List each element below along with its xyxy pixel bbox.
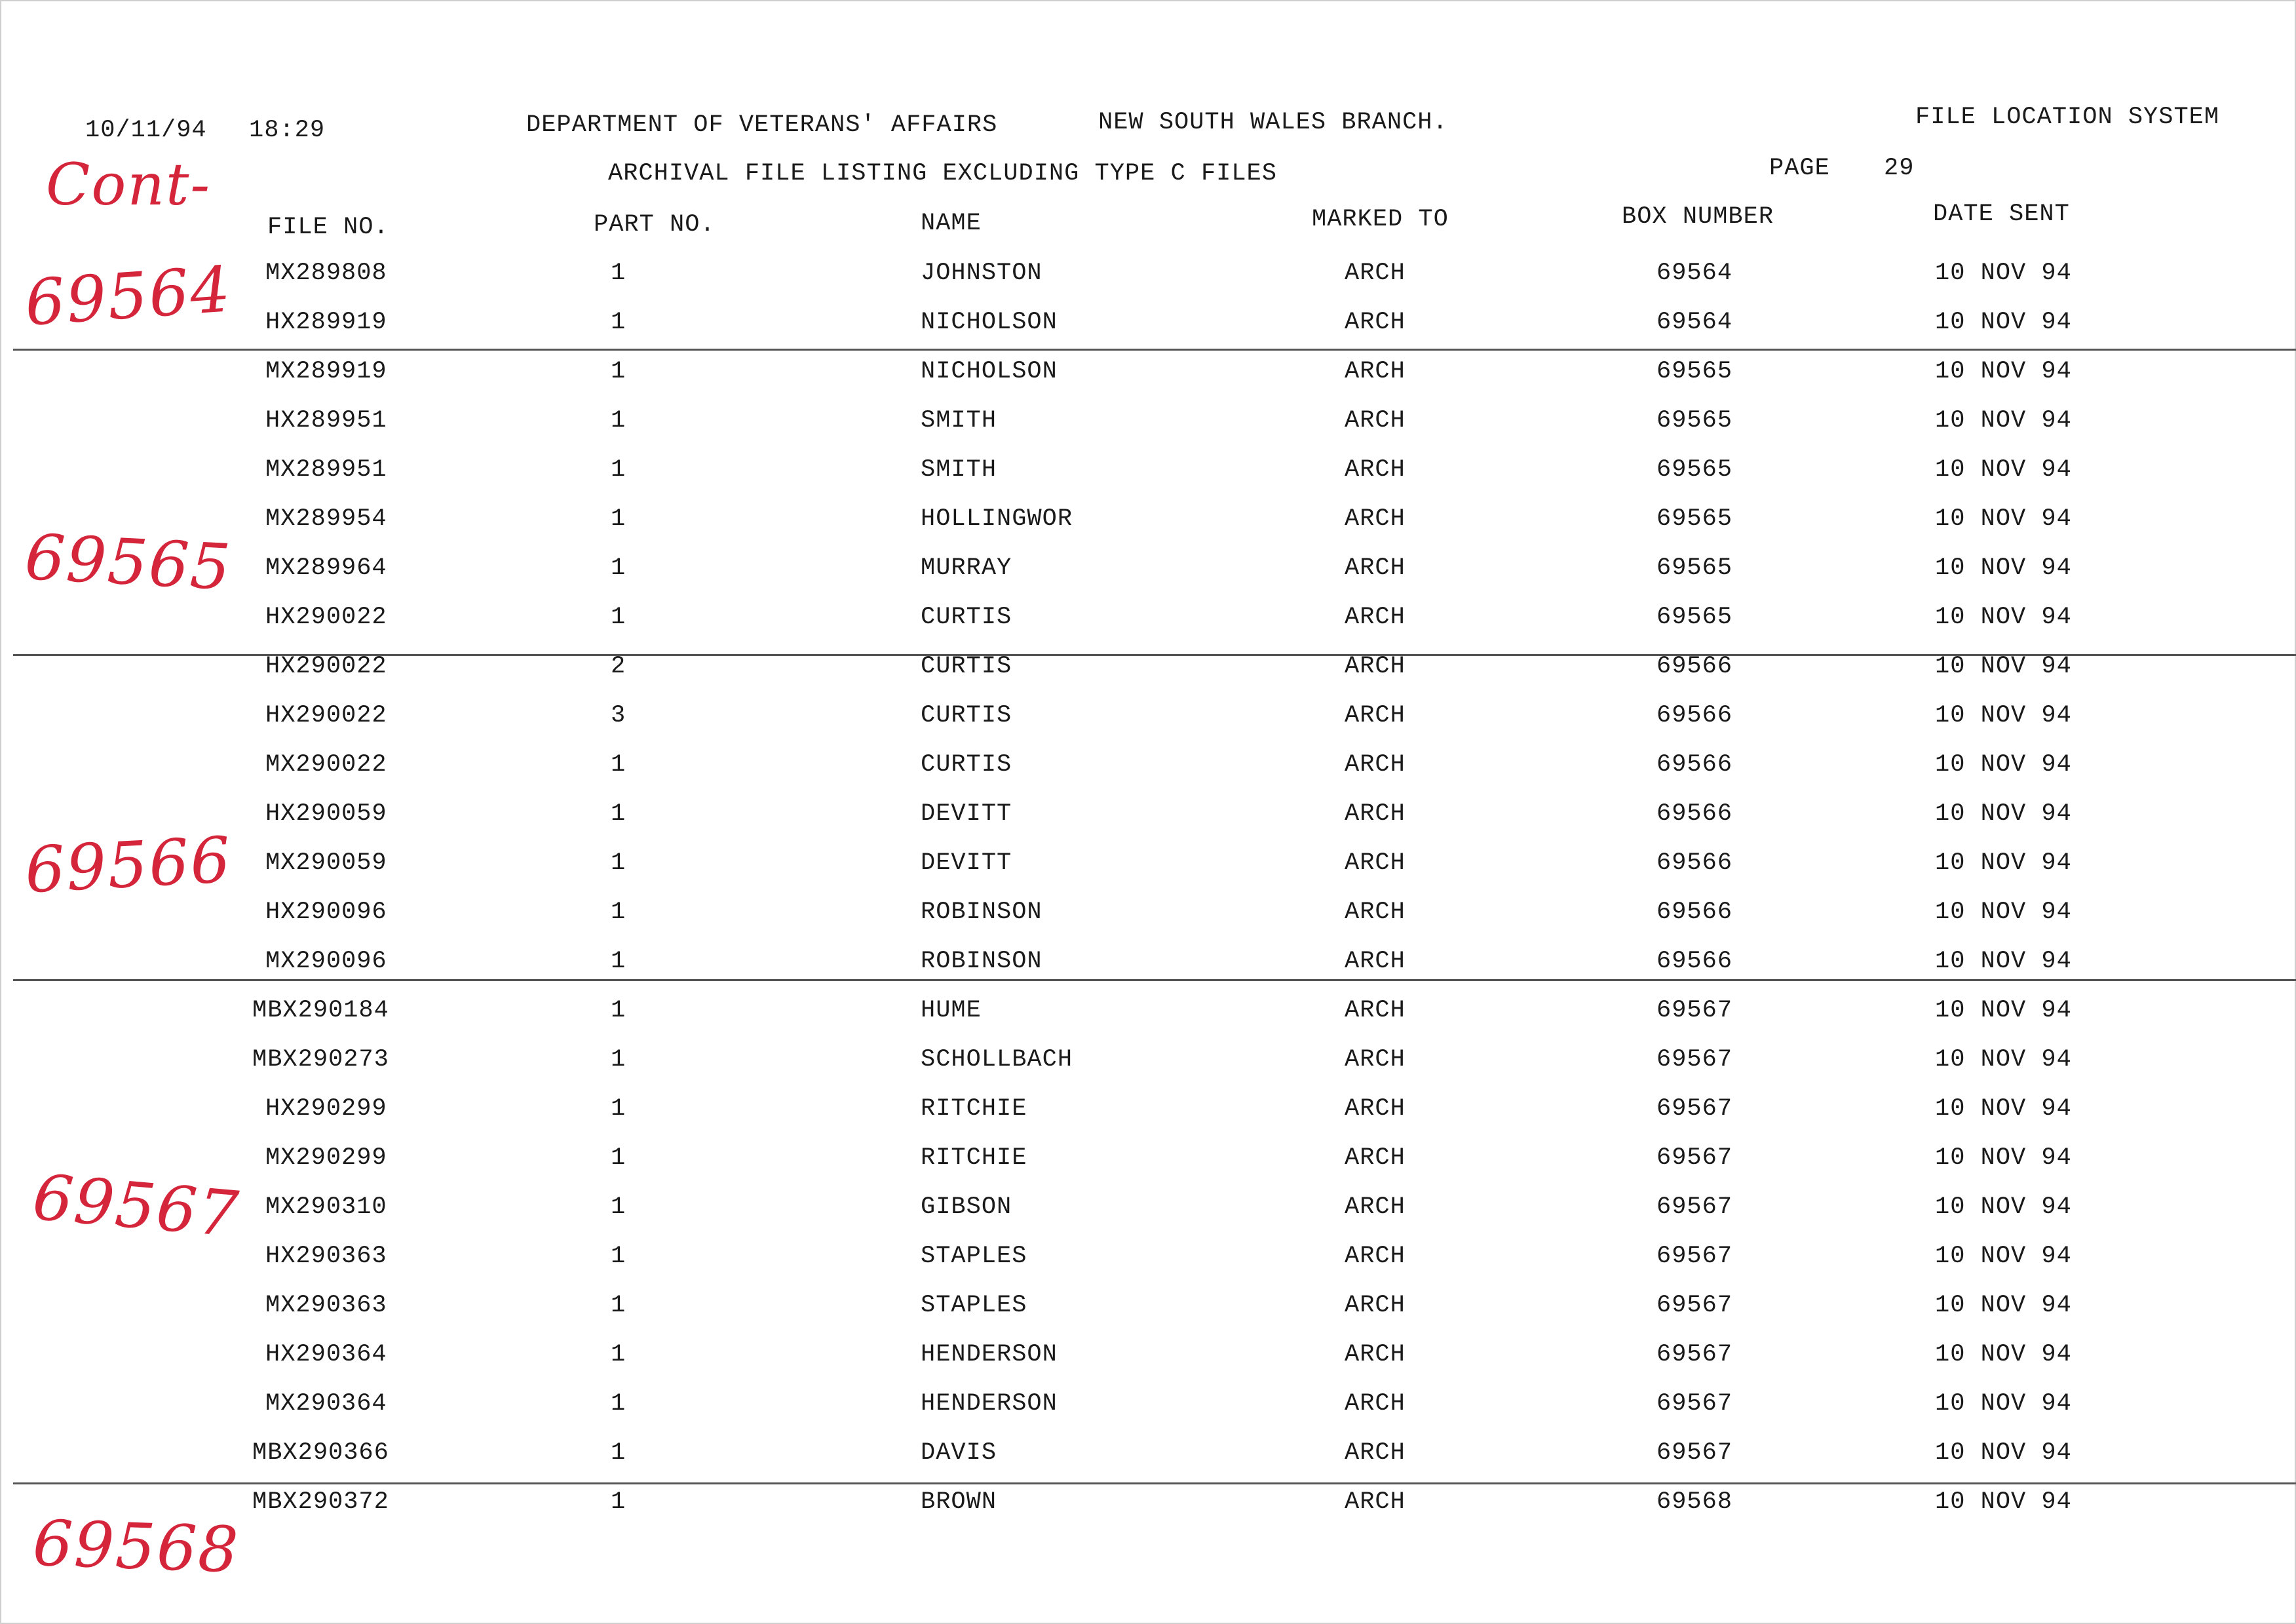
- marked-to: ARCH: [1345, 260, 1406, 287]
- date-sent: 10 NOV 94: [1935, 358, 2072, 385]
- table-row: [0, 899, 2296, 948]
- marked-to: ARCH: [1345, 1144, 1406, 1172]
- date-sent: 10 NOV 94: [1935, 653, 2072, 680]
- marked-to: ARCH: [1345, 1292, 1406, 1319]
- file-no: MBX290372: [252, 1488, 389, 1516]
- table-row: [0, 1046, 2296, 1095]
- table-row: [0, 702, 2296, 751]
- part-no: 3: [611, 702, 626, 729]
- box-number: 69566: [1656, 948, 1733, 975]
- name: NICHOLSON: [921, 309, 1058, 336]
- name: GIBSON: [921, 1193, 1012, 1221]
- marked-to: ARCH: [1345, 653, 1406, 680]
- part-no: 1: [611, 1046, 626, 1073]
- date-sent: 10 NOV 94: [1935, 1292, 2072, 1319]
- box-number: 69567: [1656, 1046, 1733, 1073]
- table-row: [0, 751, 2296, 800]
- table-row: [0, 1193, 2296, 1243]
- box-number: 69565: [1656, 505, 1733, 533]
- name: HOLLINGWOR: [921, 505, 1073, 533]
- name: STAPLES: [921, 1292, 1027, 1319]
- table-row: [0, 1243, 2296, 1292]
- part-no: 1: [611, 1243, 626, 1270]
- file-no: MX289954: [265, 505, 387, 533]
- name: HENDERSON: [921, 1390, 1058, 1418]
- name: DEVITT: [921, 849, 1012, 877]
- date-sent: 10 NOV 94: [1935, 407, 2072, 435]
- name: SCHOLLBACH: [921, 1046, 1073, 1073]
- column-header-name: NAME: [921, 210, 982, 237]
- table-row: [0, 309, 2296, 358]
- page-label: PAGE: [1769, 155, 1830, 182]
- date-sent: 10 NOV 94: [1935, 1095, 2072, 1123]
- date-sent: 10 NOV 94: [1935, 1439, 2072, 1467]
- part-no: 1: [611, 505, 626, 533]
- box-number: 69567: [1656, 1341, 1733, 1368]
- table-row: [0, 653, 2296, 702]
- table-row: [0, 1488, 2296, 1537]
- part-no: 1: [611, 1193, 626, 1221]
- date-sent: 10 NOV 94: [1935, 1046, 2072, 1073]
- part-no: 1: [611, 1488, 626, 1516]
- column-header-box-number: BOX NUMBER: [1622, 203, 1774, 231]
- file-no: MBX290184: [252, 997, 389, 1024]
- part-no: 1: [611, 997, 626, 1024]
- box-number: 69567: [1656, 997, 1733, 1024]
- handwritten-box-69568: 69568: [31, 1506, 241, 1587]
- file-no: MX290059: [265, 849, 387, 877]
- box-number: 69566: [1656, 800, 1733, 828]
- date-sent: 10 NOV 94: [1935, 702, 2072, 729]
- name: JOHNSTON: [921, 260, 1043, 287]
- name: SMITH: [921, 407, 997, 435]
- table-row: [0, 456, 2296, 505]
- part-no: 2: [611, 653, 626, 680]
- part-no: 1: [611, 260, 626, 287]
- marked-to: ARCH: [1345, 604, 1406, 631]
- part-no: 1: [611, 849, 626, 877]
- handwritten-box-69566: 69566: [23, 822, 234, 908]
- part-no: 1: [611, 1095, 626, 1123]
- box-number: 69567: [1656, 1193, 1733, 1221]
- box-number: 69565: [1656, 358, 1733, 385]
- table-row: [0, 1341, 2296, 1390]
- table-row: [0, 505, 2296, 554]
- box-number: 69565: [1656, 604, 1733, 631]
- file-no: MX289919: [265, 358, 387, 385]
- file-no: HX290096: [265, 899, 387, 926]
- file-no: MX289964: [265, 554, 387, 582]
- report-subtitle: ARCHIVAL FILE LISTING EXCLUDING TYPE C FILES: [608, 160, 1277, 187]
- date-sent: 10 NOV 94: [1935, 456, 2072, 484]
- name: SMITH: [921, 456, 997, 484]
- file-no: MX290310: [265, 1193, 387, 1221]
- box-number: 69567: [1656, 1144, 1733, 1172]
- column-header-file-no: FILE NO.: [267, 214, 389, 241]
- column-header-part-no: PART NO.: [594, 211, 716, 239]
- marked-to: ARCH: [1345, 1243, 1406, 1270]
- file-no: HX290022: [265, 604, 387, 631]
- box-number: 69565: [1656, 456, 1733, 484]
- name: DEVITT: [921, 800, 1012, 828]
- print-time: 18:29: [249, 117, 326, 144]
- page-number: 29: [1884, 155, 1915, 182]
- name: HUME: [921, 997, 982, 1024]
- table-row: [0, 1144, 2296, 1193]
- name: CURTIS: [921, 751, 1012, 779]
- marked-to: ARCH: [1345, 358, 1406, 385]
- file-no: MX289808: [265, 260, 387, 287]
- marked-to: ARCH: [1345, 1046, 1406, 1073]
- date-sent: 10 NOV 94: [1935, 554, 2072, 582]
- name: NICHOLSON: [921, 358, 1058, 385]
- date-sent: 10 NOV 94: [1935, 309, 2072, 336]
- part-no: 1: [611, 1292, 626, 1319]
- date-sent: 10 NOV 94: [1935, 800, 2072, 828]
- handwritten-box-69564: 69564: [22, 252, 234, 340]
- file-no: MX289951: [265, 456, 387, 484]
- marked-to: ARCH: [1345, 1193, 1406, 1221]
- part-no: 1: [611, 309, 626, 336]
- date-sent: 10 NOV 94: [1935, 604, 2072, 631]
- name: HENDERSON: [921, 1341, 1058, 1368]
- file-no: MX290299: [265, 1144, 387, 1172]
- marked-to: ARCH: [1345, 1341, 1406, 1368]
- table-row: [0, 948, 2296, 997]
- table-row: [0, 260, 2296, 309]
- part-no: 1: [611, 751, 626, 779]
- part-no: 1: [611, 1144, 626, 1172]
- box-number: 69566: [1656, 849, 1733, 877]
- name: CURTIS: [921, 702, 1012, 729]
- part-no: 1: [611, 407, 626, 435]
- handwritten-cont-note: Cont-: [46, 151, 212, 218]
- system-title: FILE LOCATION SYSTEM: [1915, 104, 2220, 131]
- marked-to: ARCH: [1345, 505, 1406, 533]
- table-row: [0, 1439, 2296, 1488]
- date-sent: 10 NOV 94: [1935, 1193, 2072, 1221]
- name: BROWN: [921, 1488, 997, 1516]
- file-no: MX290096: [265, 948, 387, 975]
- name: DAVIS: [921, 1439, 997, 1467]
- table-row: [0, 554, 2296, 604]
- part-no: 1: [611, 358, 626, 385]
- marked-to: ARCH: [1345, 456, 1406, 484]
- file-no: MBX290273: [252, 1046, 389, 1073]
- name: RITCHIE: [921, 1144, 1027, 1172]
- part-no: 1: [611, 456, 626, 484]
- name: CURTIS: [921, 653, 1012, 680]
- file-no: MX290363: [265, 1292, 387, 1319]
- marked-to: ARCH: [1345, 751, 1406, 779]
- file-no: MBX290366: [252, 1439, 389, 1467]
- name: STAPLES: [921, 1243, 1027, 1270]
- box-number: 69567: [1656, 1095, 1733, 1123]
- box-number: 69567: [1656, 1292, 1733, 1319]
- box-number: 69564: [1656, 260, 1733, 287]
- marked-to: ARCH: [1345, 1439, 1406, 1467]
- date-sent: 10 NOV 94: [1935, 751, 2072, 779]
- file-no: MX290022: [265, 751, 387, 779]
- part-no: 1: [611, 554, 626, 582]
- part-no: 1: [611, 899, 626, 926]
- date-sent: 10 NOV 94: [1935, 505, 2072, 533]
- marked-to: ARCH: [1345, 1390, 1406, 1418]
- marked-to: ARCH: [1345, 800, 1406, 828]
- table-row: [0, 407, 2296, 456]
- marked-to: ARCH: [1345, 849, 1406, 877]
- table-row: [0, 1095, 2296, 1144]
- branch-title: NEW SOUTH WALES BRANCH.: [1098, 109, 1448, 136]
- department-title: DEPARTMENT OF VETERANS' AFFAIRS: [526, 111, 998, 139]
- marked-to: ARCH: [1345, 1095, 1406, 1123]
- file-no: MX290364: [265, 1390, 387, 1418]
- box-number: 69565: [1656, 407, 1733, 435]
- marked-to: ARCH: [1345, 309, 1406, 336]
- name: CURTIS: [921, 604, 1012, 631]
- date-sent: 10 NOV 94: [1935, 260, 2072, 287]
- file-no: HX290022: [265, 702, 387, 729]
- name: ROBINSON: [921, 948, 1043, 975]
- part-no: 1: [611, 800, 626, 828]
- box-number: 69566: [1656, 653, 1733, 680]
- name: RITCHIE: [921, 1095, 1027, 1123]
- box-number: 69567: [1656, 1390, 1733, 1418]
- name: ROBINSON: [921, 899, 1043, 926]
- handwritten-box-69565: 69565: [23, 520, 234, 605]
- table-row: [0, 1390, 2296, 1439]
- part-no: 1: [611, 1341, 626, 1368]
- part-no: 1: [611, 1439, 626, 1467]
- marked-to: ARCH: [1345, 554, 1406, 582]
- marked-to: ARCH: [1345, 899, 1406, 926]
- part-no: 1: [611, 1390, 626, 1418]
- marked-to: ARCH: [1345, 997, 1406, 1024]
- part-no: 1: [611, 948, 626, 975]
- date-sent: 10 NOV 94: [1935, 1243, 2072, 1270]
- file-no: HX290363: [265, 1243, 387, 1270]
- part-no: 1: [611, 604, 626, 631]
- file-no: HX290364: [265, 1341, 387, 1368]
- file-no: HX289919: [265, 309, 387, 336]
- file-no: HX289951: [265, 407, 387, 435]
- handwritten-box-69567: 69567: [29, 1160, 242, 1252]
- print-date: 10/11/94: [85, 117, 207, 144]
- marked-to: ARCH: [1345, 702, 1406, 729]
- box-number: 69567: [1656, 1439, 1733, 1467]
- table-row: [0, 358, 2296, 407]
- table-row: [0, 849, 2296, 899]
- column-header-marked-to: MARKED TO: [1312, 206, 1449, 233]
- file-no: HX290022: [265, 653, 387, 680]
- box-number: 69566: [1656, 751, 1733, 779]
- box-number: 69565: [1656, 554, 1733, 582]
- name: MURRAY: [921, 554, 1012, 582]
- file-no: HX290299: [265, 1095, 387, 1123]
- box-number: 69566: [1656, 702, 1733, 729]
- box-number: 69566: [1656, 899, 1733, 926]
- date-sent: 10 NOV 94: [1935, 1488, 2072, 1516]
- marked-to: ARCH: [1345, 1488, 1406, 1516]
- date-sent: 10 NOV 94: [1935, 1144, 2072, 1172]
- column-header-date-sent: DATE SENT: [1933, 201, 2070, 228]
- date-sent: 10 NOV 94: [1935, 997, 2072, 1024]
- table-row: [0, 604, 2296, 653]
- marked-to: ARCH: [1345, 948, 1406, 975]
- date-sent: 10 NOV 94: [1935, 849, 2072, 877]
- date-sent: 10 NOV 94: [1935, 1341, 2072, 1368]
- box-number: 69567: [1656, 1243, 1733, 1270]
- file-no: HX290059: [265, 800, 387, 828]
- date-sent: 10 NOV 94: [1935, 1390, 2072, 1418]
- date-sent: 10 NOV 94: [1935, 899, 2072, 926]
- table-row: [0, 997, 2296, 1046]
- box-number: 69568: [1656, 1488, 1733, 1516]
- date-sent: 10 NOV 94: [1935, 948, 2072, 975]
- marked-to: ARCH: [1345, 407, 1406, 435]
- table-row: [0, 1292, 2296, 1341]
- table-row: [0, 800, 2296, 849]
- box-number: 69564: [1656, 309, 1733, 336]
